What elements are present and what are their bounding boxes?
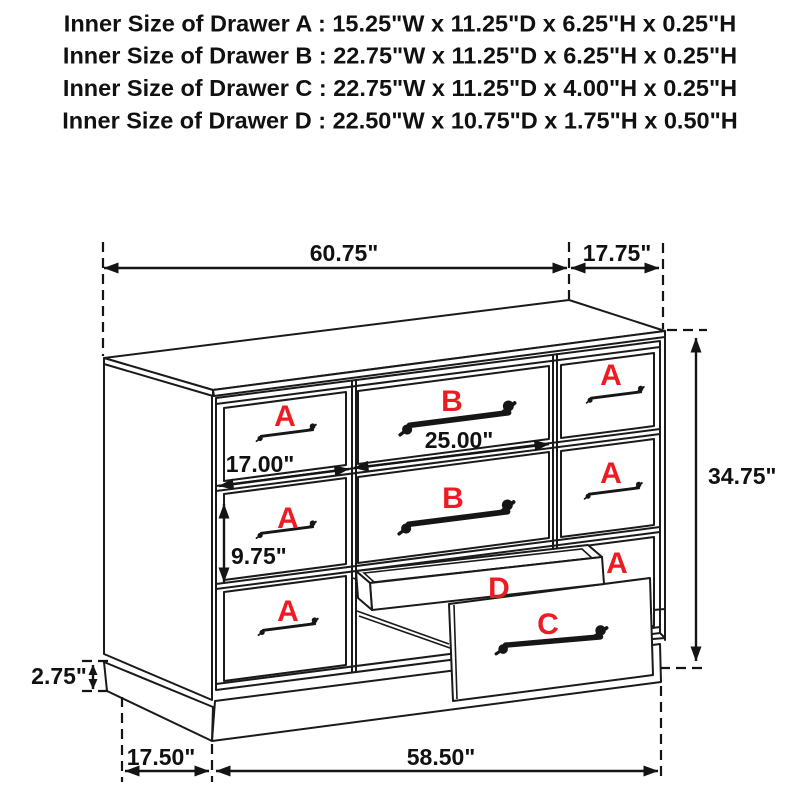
- label-drawer-a: A: [274, 400, 296, 433]
- dim-label-top-width: 60.75": [309, 240, 379, 266]
- label-drawer-a: A: [606, 547, 628, 580]
- label-drawer-c: C: [537, 608, 559, 641]
- dim-label-base-width: 58.50": [406, 744, 476, 770]
- dim-label-center-column-width: 25.00": [424, 427, 494, 453]
- spec-line-drawer-a: Inner Size of Drawer A : 15.25"W x 11.25"D x 6.25"H x 0.25"H: [63, 10, 737, 37]
- dim-label-base-height: 2.75": [31, 663, 87, 689]
- dim-label-drawer-height: 9.75": [231, 543, 287, 569]
- dim-label-base-depth: 17.50": [126, 744, 196, 770]
- label-drawer-d: D: [488, 572, 510, 605]
- spec-line-drawer-d: Inner Size of Drawer D : 22.50"W x 10.75"D x 1.75"H x 0.50"H: [62, 107, 738, 134]
- dim-label-height: 34.75": [708, 463, 777, 489]
- spec-line-drawer-c: Inner Size of Drawer C : 22.75"W x 11.25"D x 4.00"H x 0.25"H: [62, 75, 738, 101]
- label-drawer-a: A: [600, 359, 622, 392]
- label-drawer-a: A: [277, 595, 299, 628]
- side-panel: [104, 360, 212, 700]
- dim-label-top-depth: 17.75": [582, 240, 652, 266]
- dim-label-left-column-width: 17.00": [225, 451, 295, 477]
- spec-line-drawer-b: Inner Size of Drawer B : 22.75"W x 11.25"D x 6.25"H x 0.25"H: [62, 42, 738, 69]
- label-drawer-b: B: [442, 482, 464, 515]
- label-drawer-b: B: [441, 385, 463, 418]
- label-drawer-a: A: [277, 502, 299, 535]
- label-drawer-a: A: [600, 457, 622, 490]
